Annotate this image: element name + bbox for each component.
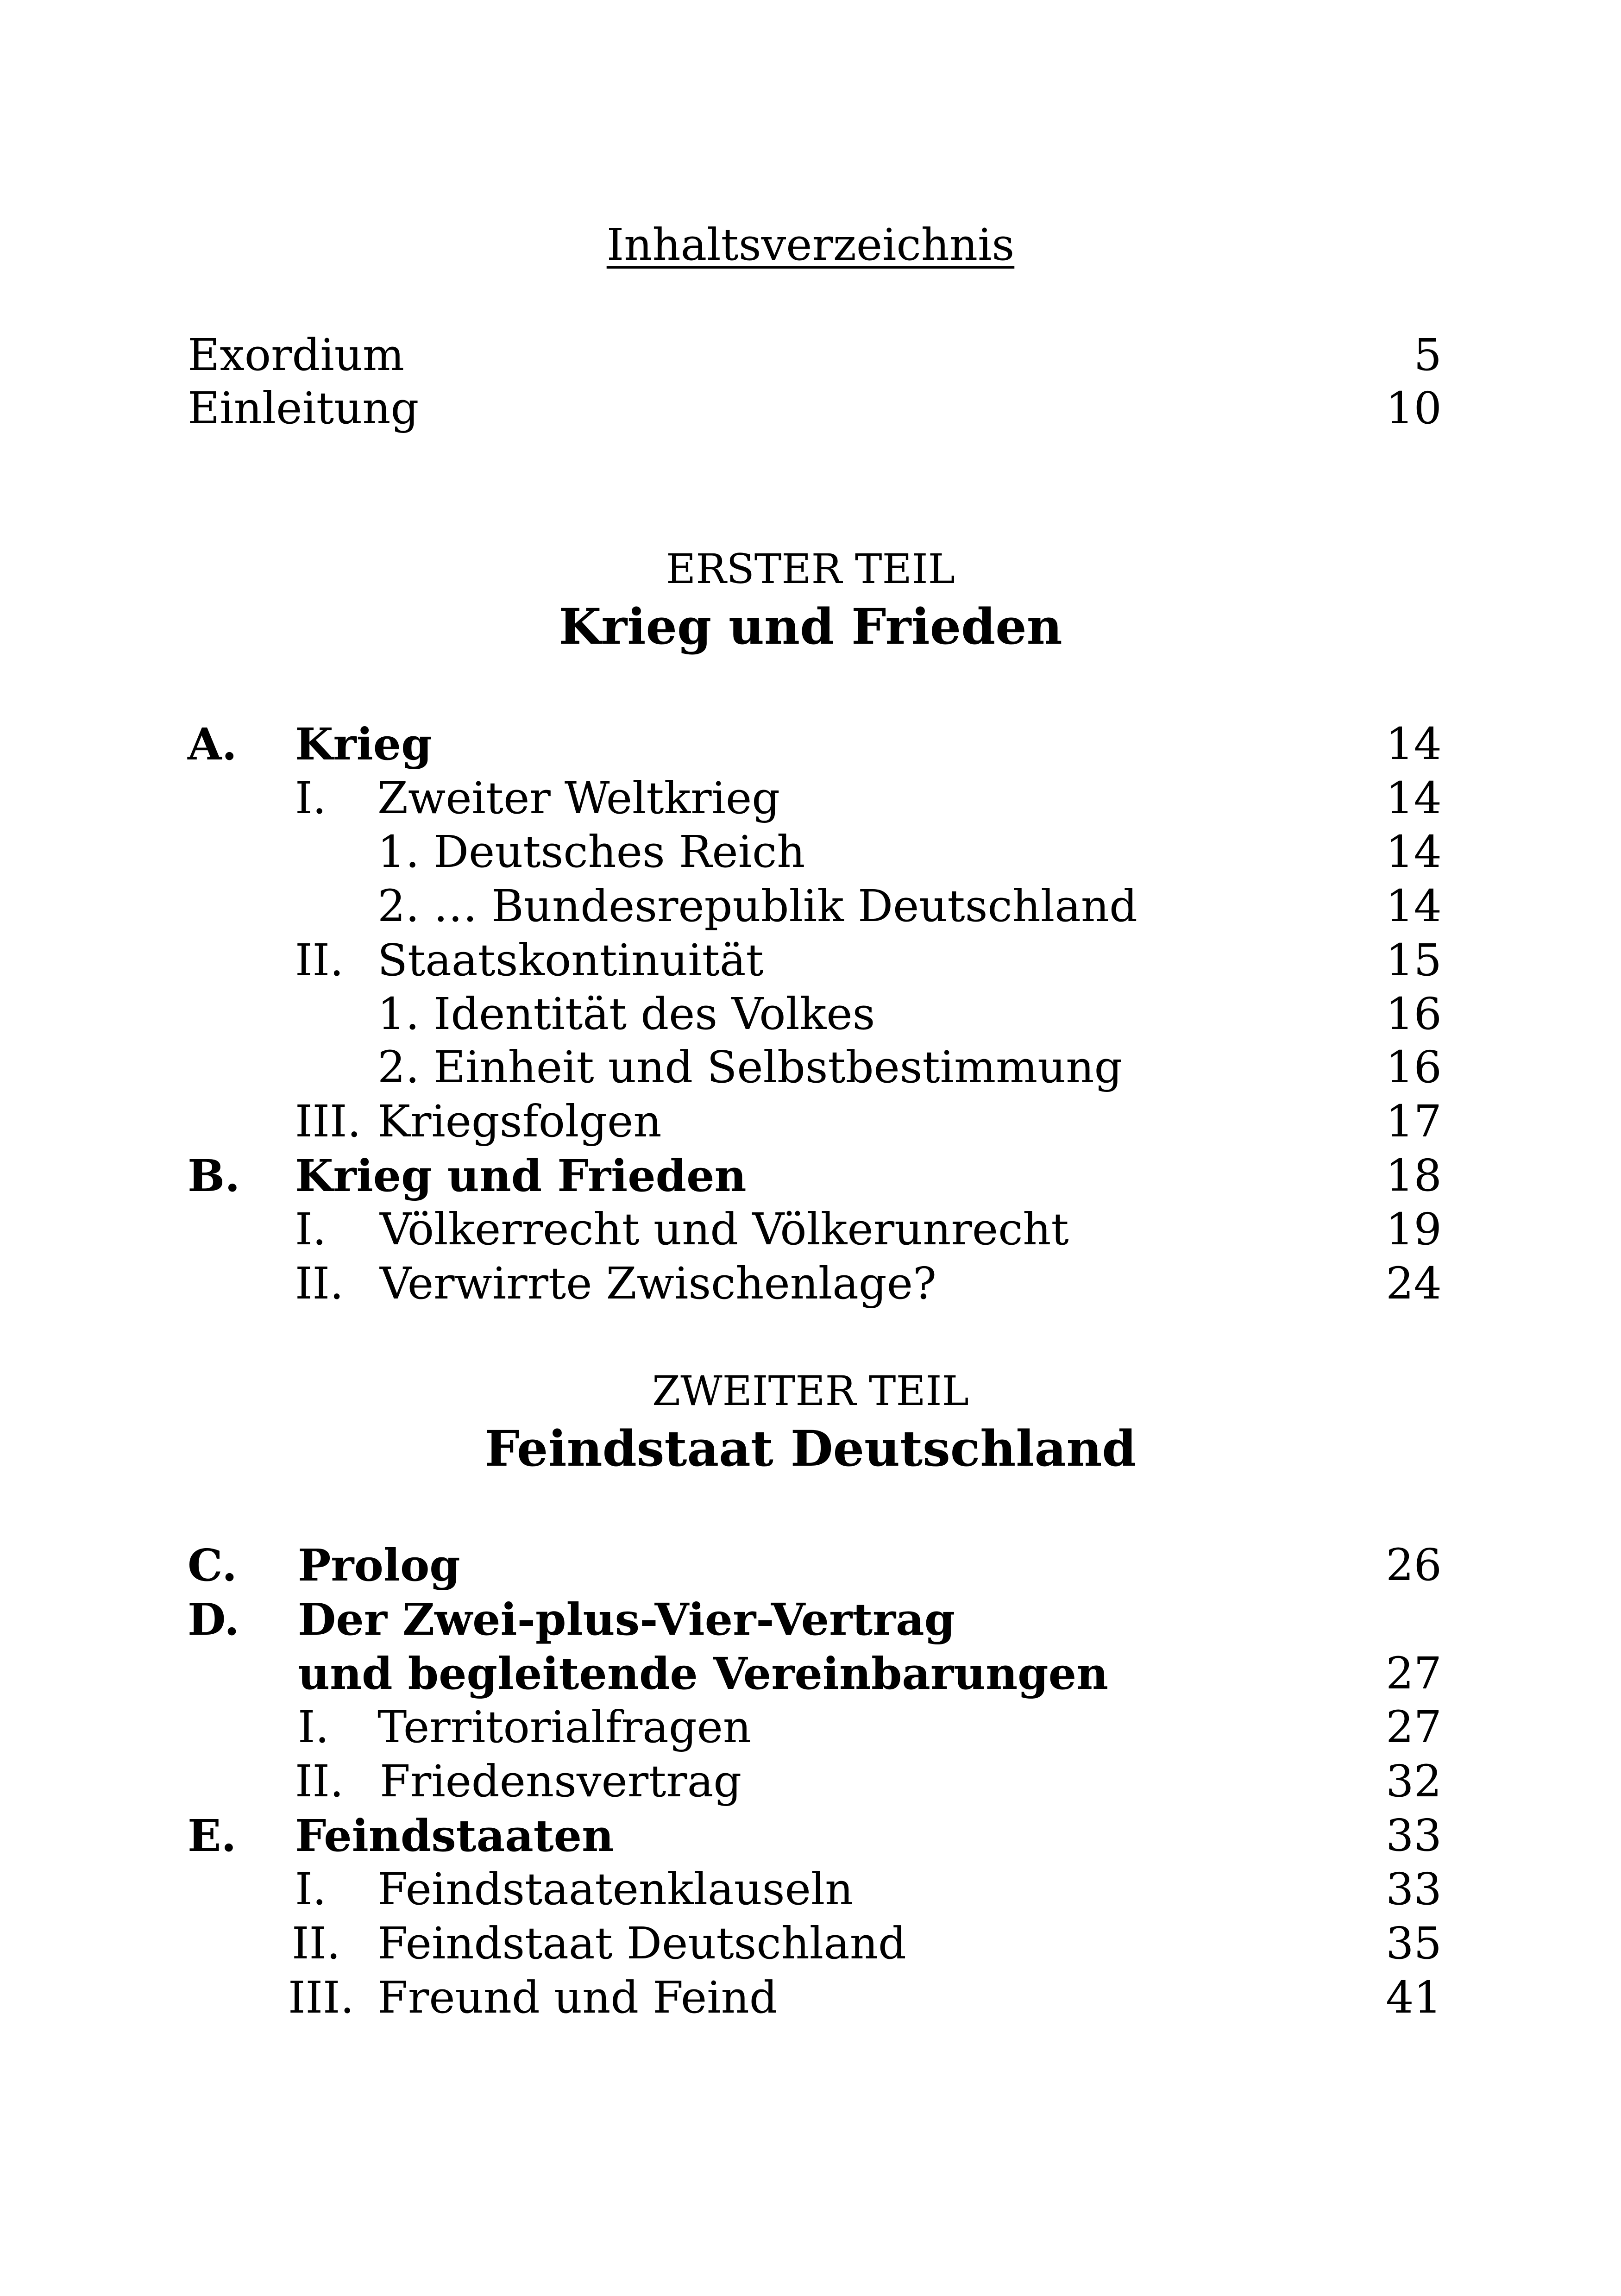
subsection-number: II. xyxy=(292,1918,341,1969)
subsection-title: Kriegsfolgen xyxy=(377,1096,662,1147)
toc-entry-page: 17 xyxy=(1386,1096,1442,1147)
subsection-number: II. xyxy=(295,1756,344,1807)
section-letter: A. xyxy=(188,719,237,770)
subsection-title: Feindstaat Deutschland xyxy=(377,1918,906,1969)
subsection-number: I. xyxy=(295,1204,327,1255)
toc-entry-page: 27 xyxy=(1386,1648,1442,1699)
toc-entry-page: 33 xyxy=(1386,1864,1442,1915)
toc-entry-page: 10 xyxy=(1386,383,1442,434)
toc-entry-page: 14 xyxy=(1386,881,1442,932)
part-title: Krieg und Frieden xyxy=(559,597,1062,655)
toc-entry-page: 41 xyxy=(1386,1972,1442,2023)
subsection-number: I. xyxy=(295,773,327,824)
toc-entry-page: 15 xyxy=(1386,935,1442,986)
toc-entry-page: 16 xyxy=(1386,1042,1442,1093)
item-title: 1. Identität des Volkes xyxy=(377,989,875,1040)
toc-entry-page: 14 xyxy=(1386,773,1442,824)
toc-entry-page: 35 xyxy=(1386,1918,1442,1969)
subsection-number: I. xyxy=(295,1864,327,1915)
part-label: ZWEITER TEIL xyxy=(652,1367,969,1415)
toc-entry-page: 24 xyxy=(1386,1258,1442,1309)
toc-heading: Inhaltsverzeichnis xyxy=(606,220,1015,270)
section-title-continued: und begleitende Vereinbarungen xyxy=(298,1648,1109,1700)
section-letter: B. xyxy=(188,1150,240,1202)
subsection-title: Völkerrecht und Völkerunrecht xyxy=(380,1204,1069,1255)
section-title: Prolog xyxy=(298,1540,460,1591)
subsection-title: Feindstaatenklauseln xyxy=(377,1864,854,1915)
subsection-number: II. xyxy=(295,935,344,986)
section-title: Krieg xyxy=(295,719,432,770)
part-label: ERSTER TEIL xyxy=(666,545,955,593)
subsection-title: Freund und Feind xyxy=(377,1972,778,2023)
subsection-number: III. xyxy=(288,1972,354,2023)
toc-entry-page: 18 xyxy=(1386,1150,1442,1201)
toc-entry-page: 32 xyxy=(1386,1756,1442,1807)
section-title: Krieg und Frieden xyxy=(295,1150,747,1202)
toc-entry-page: 33 xyxy=(1386,1810,1442,1861)
part-title: Feindstaat Deutschland xyxy=(484,1419,1137,1477)
section-letter: E. xyxy=(188,1810,237,1862)
toc-entry-page: 5 xyxy=(1414,330,1442,381)
toc-entry-page: 27 xyxy=(1386,1702,1442,1753)
subsection-title: Staatskontinuität xyxy=(377,935,764,986)
item-title: 1. Deutsches Reich xyxy=(377,827,805,878)
subsection-title: Territorialfragen xyxy=(377,1702,752,1753)
section-letter: C. xyxy=(188,1540,238,1591)
toc-entry-page: 14 xyxy=(1386,827,1442,878)
toc-entry-title: Einleitung xyxy=(188,383,419,434)
subsection-number: III. xyxy=(295,1096,361,1147)
item-title: 2. Einheit und Selbstbestimmung xyxy=(377,1042,1123,1093)
toc-entry-page: 16 xyxy=(1386,989,1442,1040)
toc-entry-page: 19 xyxy=(1386,1204,1442,1255)
toc-entry-title: Exordium xyxy=(188,330,404,381)
subsection-number: I. xyxy=(298,1702,329,1753)
item-title: 2. … Bundesrepublik Deutschland xyxy=(377,881,1137,932)
toc-entry-page: 26 xyxy=(1386,1540,1442,1591)
subsection-number: II. xyxy=(295,1258,344,1309)
subsection-title: Verwirrte Zwischenlage? xyxy=(380,1258,936,1309)
section-title: Feindstaaten xyxy=(295,1810,614,1862)
section-letter: D. xyxy=(188,1594,240,1645)
subsection-title: Zweiter Weltkrieg xyxy=(377,773,780,824)
section-title: Der Zwei-plus-Vier-Vertrag xyxy=(298,1594,955,1645)
subsection-title: Friedensvertrag xyxy=(380,1756,742,1807)
toc-entry-page: 14 xyxy=(1386,719,1442,770)
